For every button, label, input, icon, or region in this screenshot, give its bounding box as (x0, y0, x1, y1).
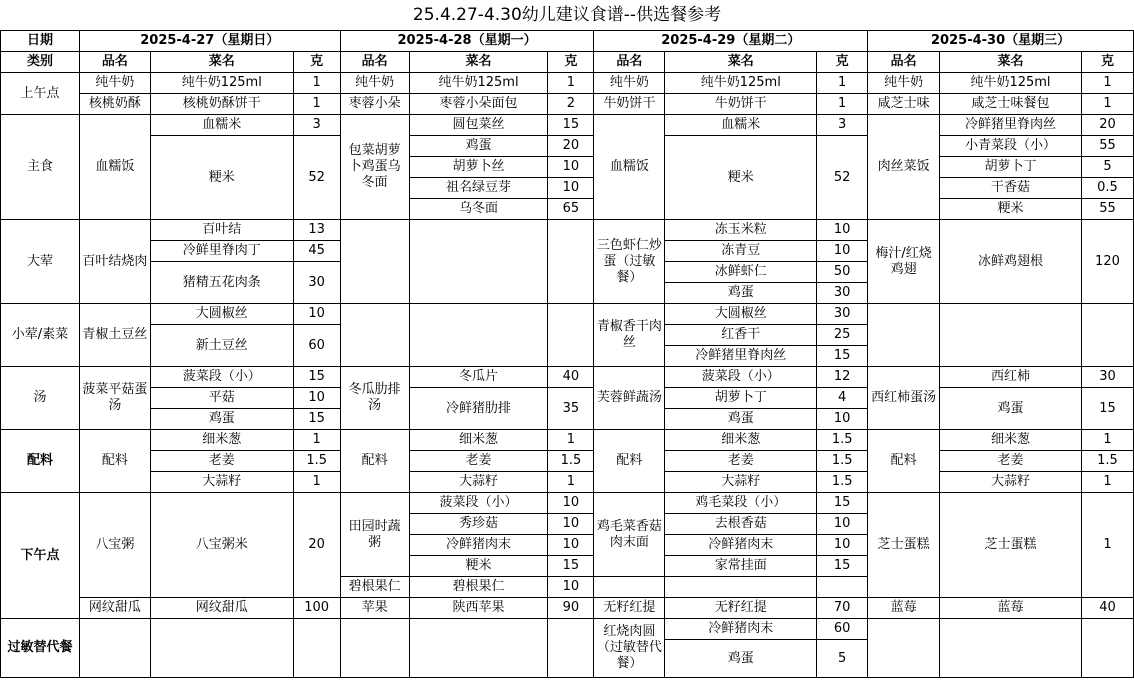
cell-gram: 5 (817, 640, 868, 678)
col-gram-3: 克 (817, 52, 868, 73)
cell-dish: 红香干 (665, 325, 817, 346)
cell-empty (868, 619, 940, 678)
cell-item: 纯牛奶 (79, 73, 150, 94)
cell-empty (1081, 619, 1133, 678)
cell-empty (409, 619, 548, 678)
cell-gram: 10 (548, 514, 594, 535)
cell-dish: 无籽红提 (665, 598, 817, 619)
cell-dish: 干香菇 (940, 178, 1082, 199)
cell-item: 配料 (868, 430, 940, 493)
col-dish-2: 菜名 (409, 52, 548, 73)
cell-dish: 粳米 (665, 136, 817, 220)
cell-item: 菠菜平菇蛋汤 (79, 367, 150, 430)
cell-empty (340, 304, 409, 367)
cell-gram: 10 (817, 409, 868, 430)
cell-dish: 血糯米 (665, 115, 817, 136)
cell-item: 百叶结烧肉 (79, 220, 150, 304)
cell-gram: 70 (817, 598, 868, 619)
cell-dish: 鸡毛菜段（小） (665, 493, 817, 514)
cell-gram: 1 (548, 430, 594, 451)
cell-empty (548, 304, 594, 367)
cell-empty (817, 577, 868, 598)
cell-gram: 55 (1081, 136, 1133, 157)
cell-dish: 芝士蛋糕 (940, 493, 1082, 598)
cell-gram: 30 (817, 304, 868, 325)
cell-dish: 圆包菜丝 (409, 115, 548, 136)
cell-dish: 新土豆丝 (150, 325, 293, 367)
cell-item: 网纹甜瓜 (79, 598, 150, 619)
cell-empty (409, 304, 548, 367)
cell-gram: 20 (1081, 115, 1133, 136)
cell-gram: 1 (548, 472, 594, 493)
cell-dish: 胡萝卜丝 (409, 157, 548, 178)
cell-dish: 菠菜段（小） (409, 493, 548, 514)
cell-item: 西红柿蛋汤 (868, 367, 940, 430)
cell-dish: 鸡蛋 (665, 283, 817, 304)
cell-gram: 15 (817, 346, 868, 367)
cell-dish: 鸡蛋 (665, 409, 817, 430)
cell-dish: 鸡蛋 (409, 136, 548, 157)
cell-item: 核桃奶酥 (79, 94, 150, 115)
cell-dish: 核桃奶酥饼干 (150, 94, 293, 115)
cell-empty (340, 619, 409, 678)
cell-dish: 咸芝士味餐包 (940, 94, 1082, 115)
cell-dish: 粳米 (940, 199, 1082, 220)
cell-gram: 10 (548, 178, 594, 199)
cell-gram: 10 (548, 577, 594, 598)
cell-gram: 52 (293, 136, 340, 220)
cell-dish: 枣蓉小朵面包 (409, 94, 548, 115)
cell-dish: 西红柿 (940, 367, 1082, 388)
date-3: 2025-4-29（星期二） (594, 31, 868, 52)
cell-gram: 45 (293, 241, 340, 262)
cell-item: 苹果 (340, 598, 409, 619)
cell-dish: 大蒜籽 (665, 472, 817, 493)
cell-dish: 鸡蛋 (150, 409, 293, 430)
cell-dish: 冻玉米粒 (665, 220, 817, 241)
cell-dish: 菠菜段（小） (665, 367, 817, 388)
col-item-3: 品名 (594, 52, 665, 73)
cell-gram: 10 (817, 514, 868, 535)
cell-gram: 1 (1081, 430, 1133, 451)
cell-empty (868, 304, 940, 367)
cell-empty (665, 577, 817, 598)
cell-gram: 1 (1081, 94, 1133, 115)
category-soup: 汤 (1, 367, 80, 430)
cell-empty (293, 619, 340, 678)
cell-dish: 秀珍菇 (409, 514, 548, 535)
cell-dish: 大圆椒丝 (150, 304, 293, 325)
date-2: 2025-4-28（星期一） (340, 31, 594, 52)
col-item-4: 品名 (868, 52, 940, 73)
cell-gram: 1 (1081, 472, 1133, 493)
cell-gram: 15 (548, 115, 594, 136)
cell-gram: 0.5 (1081, 178, 1133, 199)
cell-dish: 小青菜段（小） (940, 136, 1082, 157)
menu-table (0, 30, 1134, 678)
cell-item: 无籽红提 (594, 598, 665, 619)
cell-gram: 12 (817, 367, 868, 388)
category-header: 类别 (1, 52, 80, 73)
cell-empty (940, 304, 1082, 367)
cell-empty (340, 220, 409, 304)
cell-gram: 35 (548, 388, 594, 430)
cell-gram: 1.5 (817, 451, 868, 472)
cell-item: 芙蓉鲜蔬汤 (594, 367, 665, 430)
cell-dish: 纯牛奶125ml (940, 73, 1082, 94)
cell-dish: 冷鲜猪肉末 (409, 535, 548, 556)
cell-gram: 30 (817, 283, 868, 304)
cell-dish: 老姜 (665, 451, 817, 472)
cell-gram: 10 (548, 535, 594, 556)
category-main: 大荤 (1, 220, 80, 304)
cell-gram: 10 (293, 304, 340, 325)
cell-item: 血糯饭 (594, 115, 665, 220)
cell-gram: 3 (817, 115, 868, 136)
cell-gram: 15 (548, 556, 594, 577)
cell-item: 鸡毛菜香菇肉末面 (594, 493, 665, 577)
cell-gram: 1 (293, 430, 340, 451)
date-1: 2025-4-27（星期日） (79, 31, 340, 52)
cell-gram: 1.5 (817, 430, 868, 451)
cell-dish: 纯牛奶125ml (665, 73, 817, 94)
category-morning: 上午点 (1, 73, 80, 115)
cell-dish: 冷鲜里脊肉丁 (150, 241, 293, 262)
cell-gram: 30 (293, 262, 340, 304)
cell-gram: 90 (548, 598, 594, 619)
cell-dish: 平菇 (150, 388, 293, 409)
category-allergy: 过敏替代餐 (1, 619, 80, 678)
col-item-2: 品名 (340, 52, 409, 73)
category-minor: 小荤/素菜 (1, 304, 80, 367)
cell-item: 三色虾仁炒蛋（过敏餐） (594, 220, 665, 304)
cell-item: 咸芝士味 (868, 94, 940, 115)
cell-item: 配料 (79, 430, 150, 493)
cell-dish: 细米葱 (409, 430, 548, 451)
cell-empty (548, 619, 594, 678)
cell-item: 包菜胡萝卜鸡蛋乌冬面 (340, 115, 409, 220)
cell-gram: 40 (548, 367, 594, 388)
cell-empty (940, 619, 1082, 678)
cell-dish: 乌冬面 (409, 199, 548, 220)
cell-dish: 冬瓜片 (409, 367, 548, 388)
cell-dish: 冷鲜猪里脊肉丝 (665, 346, 817, 367)
cell-item: 纯牛奶 (594, 73, 665, 94)
cell-empty (1081, 304, 1133, 367)
cell-gram: 55 (1081, 199, 1133, 220)
cell-dish: 细米葱 (665, 430, 817, 451)
cell-gram: 100 (293, 598, 340, 619)
cell-item: 八宝粥 (79, 493, 150, 598)
cell-dish: 鸡蛋 (665, 640, 817, 678)
cell-dish: 老姜 (409, 451, 548, 472)
cell-gram: 4 (817, 388, 868, 409)
cell-dish: 大蒜籽 (940, 472, 1082, 493)
cell-item: 冬瓜肋排汤 (340, 367, 409, 430)
category-staple: 主食 (1, 115, 80, 220)
cell-gram: 2 (548, 94, 594, 115)
cell-item: 纯牛奶 (340, 73, 409, 94)
cell-gram: 1.5 (1081, 451, 1133, 472)
cell-dish: 百叶结 (150, 220, 293, 241)
col-gram-2: 克 (548, 52, 594, 73)
cell-dish: 胡萝卜丁 (940, 157, 1082, 178)
col-dish-3: 菜名 (665, 52, 817, 73)
cell-gram: 15 (817, 556, 868, 577)
col-item-1: 品名 (79, 52, 150, 73)
cell-dish: 纯牛奶125ml (150, 73, 293, 94)
cell-dish: 冻青豆 (665, 241, 817, 262)
cell-gram: 1.5 (548, 451, 594, 472)
cell-gram: 10 (548, 493, 594, 514)
cell-gram: 25 (817, 325, 868, 346)
cell-dish: 冷鲜猪肋排 (409, 388, 548, 430)
cell-dish: 纯牛奶125ml (409, 73, 548, 94)
cell-gram: 15 (1081, 388, 1133, 430)
cell-dish: 蓝莓 (940, 598, 1082, 619)
cell-gram: 13 (293, 220, 340, 241)
cell-item: 碧根果仁 (340, 577, 409, 598)
cell-gram: 10 (548, 157, 594, 178)
cell-item: 血糯饭 (79, 115, 150, 220)
cell-dish: 家常挂面 (665, 556, 817, 577)
cell-gram: 15 (293, 409, 340, 430)
cell-item: 田园时蔬粥 (340, 493, 409, 577)
col-dish-4: 菜名 (940, 52, 1082, 73)
cell-gram: 65 (548, 199, 594, 220)
cell-gram: 52 (817, 136, 868, 220)
cell-gram: 1.5 (817, 472, 868, 493)
cell-dish: 冰鲜虾仁 (665, 262, 817, 283)
cell-gram: 10 (817, 220, 868, 241)
cell-item: 梅汁/红烧鸡翅 (868, 220, 940, 304)
cell-dish: 粳米 (150, 136, 293, 220)
cell-gram: 1 (817, 94, 868, 115)
cell-empty (594, 577, 665, 598)
cell-item: 枣蓉小朵 (340, 94, 409, 115)
cell-dish: 冰鲜鸡翅根 (940, 220, 1082, 304)
cell-dish: 大蒜籽 (409, 472, 548, 493)
cell-gram: 20 (548, 136, 594, 157)
cell-item: 肉丝菜饭 (868, 115, 940, 220)
cell-gram: 3 (293, 115, 340, 136)
col-gram-1: 克 (293, 52, 340, 73)
cell-gram: 1.5 (293, 451, 340, 472)
cell-gram: 1 (1081, 493, 1133, 598)
cell-gram: 1 (293, 73, 340, 94)
cell-dish: 粳米 (409, 556, 548, 577)
cell-dish: 冷鲜猪肉末 (665, 535, 817, 556)
col-dish-1: 菜名 (150, 52, 293, 73)
cell-empty (409, 220, 548, 304)
cell-gram: 5 (1081, 157, 1133, 178)
cell-gram: 60 (817, 619, 868, 640)
cell-gram: 1 (817, 73, 868, 94)
cell-item: 纯牛奶 (868, 73, 940, 94)
cell-gram: 30 (1081, 367, 1133, 388)
cell-dish: 碧根果仁 (409, 577, 548, 598)
cell-gram: 20 (293, 493, 340, 598)
cell-dish: 胡萝卜丁 (665, 388, 817, 409)
category-seasoning: 配料 (1, 430, 80, 493)
cell-dish: 鸡蛋 (940, 388, 1082, 430)
cell-item: 红烧肉圆（过敏替代餐） (594, 619, 665, 678)
cell-dish: 陕西苹果 (409, 598, 548, 619)
cell-dish: 冷鲜猪里脊肉丝 (940, 115, 1082, 136)
cell-dish: 菠菜段（小） (150, 367, 293, 388)
date-header: 日期 (1, 31, 80, 52)
cell-dish: 牛奶饼干 (665, 94, 817, 115)
cell-dish: 冷鲜猪肉末 (665, 619, 817, 640)
page-title: 25.4.27-4.30幼儿建议食谱--供选餐参考 (412, 5, 722, 25)
cell-dish: 祖名绿豆芽 (409, 178, 548, 199)
cell-item: 青椒土豆丝 (79, 304, 150, 367)
cell-empty (150, 619, 293, 678)
cell-dish: 猪精五花肉条 (150, 262, 293, 304)
cell-gram: 50 (817, 262, 868, 283)
date-4: 2025-4-30（星期三） (868, 31, 1134, 52)
cell-empty (79, 619, 150, 678)
cell-gram: 10 (817, 535, 868, 556)
cell-item: 芝士蛋糕 (868, 493, 940, 598)
cell-gram: 15 (817, 493, 868, 514)
cell-gram: 1 (293, 94, 340, 115)
category-afternoon: 下午点 (1, 493, 80, 619)
cell-dish: 老姜 (150, 451, 293, 472)
cell-dish: 大圆椒丝 (665, 304, 817, 325)
cell-item: 牛奶饼干 (594, 94, 665, 115)
cell-dish: 老姜 (940, 451, 1082, 472)
cell-gram: 1 (548, 73, 594, 94)
cell-dish: 网纹甜瓜 (150, 598, 293, 619)
cell-item: 蓝莓 (868, 598, 940, 619)
col-gram-4: 克 (1081, 52, 1133, 73)
cell-empty (548, 220, 594, 304)
cell-dish: 血糯米 (150, 115, 293, 136)
cell-item: 配料 (594, 430, 665, 493)
cell-gram: 10 (817, 241, 868, 262)
cell-gram: 15 (293, 367, 340, 388)
cell-item: 配料 (340, 430, 409, 493)
cell-dish: 八宝粥米 (150, 493, 293, 598)
cell-gram: 1 (1081, 73, 1133, 94)
cell-dish: 细米葱 (150, 430, 293, 451)
cell-gram: 40 (1081, 598, 1133, 619)
cell-gram: 1 (293, 472, 340, 493)
cell-item: 青椒香干肉丝 (594, 304, 665, 367)
cell-gram: 10 (293, 388, 340, 409)
cell-gram: 60 (293, 325, 340, 367)
cell-gram: 120 (1081, 220, 1133, 304)
cell-dish: 细米葱 (940, 430, 1082, 451)
cell-dish: 去根香菇 (665, 514, 817, 535)
cell-dish: 大蒜籽 (150, 472, 293, 493)
